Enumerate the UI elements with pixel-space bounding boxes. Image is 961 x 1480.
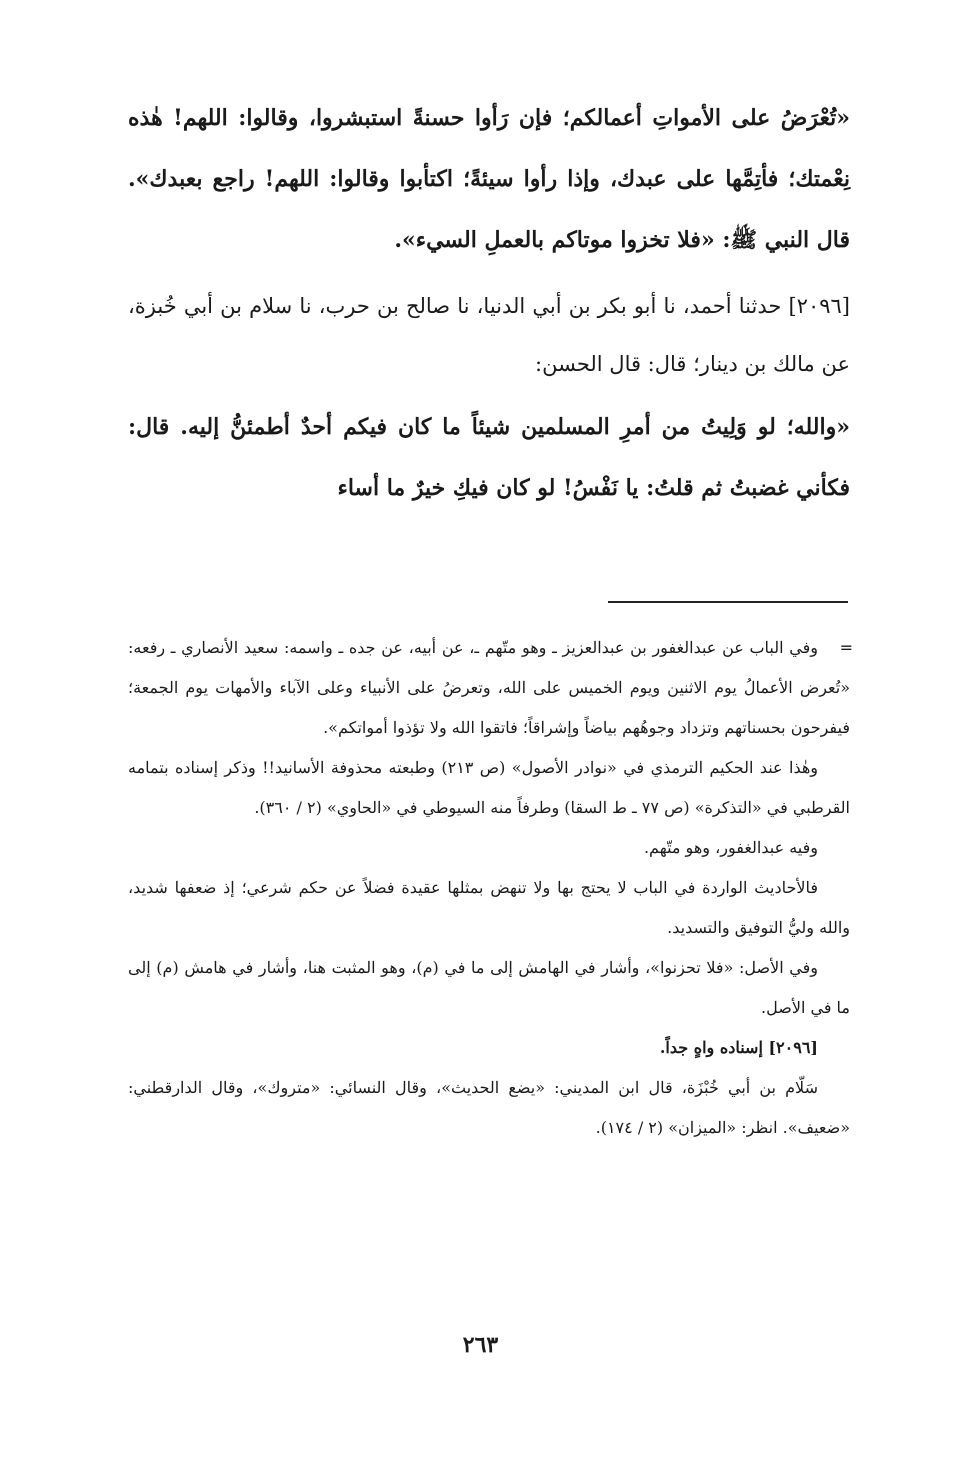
footnotes — [128, 628, 853, 1148]
hadith-chain-paragraph: [٢٠٩٦] حدثنا أحمد، نا أبو بكر بن أبي الدنيا، نا صالح بن حرب، نا سلام بن أبي خُبزة، عن مالك بن دينار؛ قال: قال الحسن: — [128, 294, 850, 376]
main-text — [128, 88, 850, 519]
continuation-mark: = — [839, 638, 853, 657]
footnote-paragraph: فالأحاديث الواردة في الباب لا يحتج بها ولا تنهض بمثلها عقيدة فضلاً عن حكم شرعي؛ إذ ضعفها شديد، والله وليُّ التوفيق والتسديد. — [128, 878, 850, 937]
page-number: ٢٦٣ — [462, 1332, 499, 1358]
footnote-paragraph: وهٰذا عند الحكيم الترمذي في «نوادر الأصول» (ص ٢١٣) وطبعته محذوفة الأسانيد!! وذكر إسناده بتمامه القرطبي في «التذكرة» (ص ٧٧ ـ ط السقا) وطرفاً منه السيوطي في «الحاوي» (٢ / ٣٦٠). — [128, 758, 850, 817]
footnote-paragraph: وفيه عبدالغفور، وهو متّهم. — [643, 838, 818, 857]
main-paragraph: «والله؛ لو وَلِيتُ من أمرِ المسلمين شيئاً ما كان فيكم أحدٌ أطمئنُّ إليه. قال: فكأني غضبتُ ثم قلتُ: يا نَفْسُ! لو كان فيكِ خيرٌ ما أساء — [128, 414, 850, 501]
footnote-separator — [608, 601, 848, 603]
footnote-paragraph: سَلّام بن أبي خُبْزَة، قال ابن المديني: «يضع الحديث»، وقال النسائي: «متروك»، وقال الدارقطني: «ضعيف». انظر: «الميزان» (٢ / ١٧٤). — [128, 1078, 850, 1137]
footnote-paragraph: وفي الأصل: «فلا تحزنوا»، وأشار في الهامش إلى ما في (م)، وهو المثبت هنا، وأشار في هامش (م) إلى ما في الأصل. — [128, 958, 850, 1017]
footnote-heading: [٢٠٩٦] إسناده واهٍ جداً. — [659, 1038, 818, 1057]
footnote-paragraph: وفي الباب عن عبدالغفور بن عبدالعزيز ـ وهو متّهم ـ، عن أبيه، عن جده ـ واسمه: سعيد الأنصاري ـ رفعه: «تُعرض الأعمالُ يوم الاثنين ويوم الخميس على الله، وتعرضُ على الأنبياء وعلى الآباء والأمهات يوم الجمعة؛ فيفرحون بحسناتهم وتزداد وجوهُهم بياضاً وإشراقاً؛ فاتقوا الله ولا تؤذوا أمواتكم». — [128, 638, 850, 737]
main-paragraph: «تُعْرَضُ على الأمواتِ أعمالكم؛ فإن رَأوا حسنةً استبشروا، وقالوا: اللهم! هٰذه نِعْمتك؛ فأتِمَّها على عبدك، وإذا رأوا سيئةً؛ اكتأبوا وقالوا: اللهم! راجع بعبدك». قال النبي ﷺ: «فلا تخزوا موتاكم بالعملِ السيء». — [128, 105, 850, 253]
